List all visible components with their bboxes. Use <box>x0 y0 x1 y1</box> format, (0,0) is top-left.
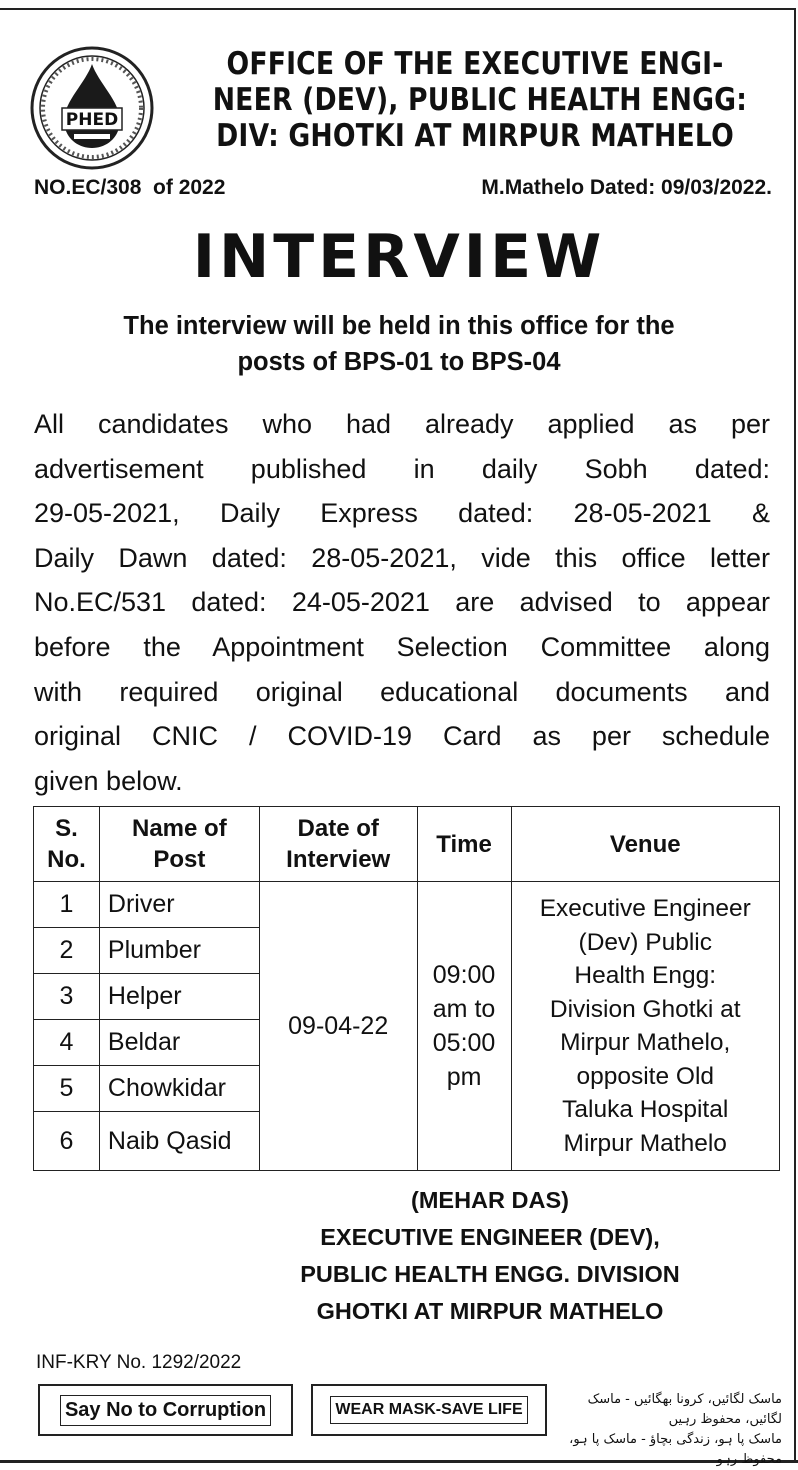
body-line: original CNIC / COVID-19 Card as per schedule <box>34 721 770 752</box>
subtitle-line: The interview will be held in this office for the <box>123 312 675 340</box>
slogan-corruption-box <box>38 1384 293 1436</box>
header-date: Date of Interview <box>259 807 417 882</box>
row-sno: 2 <box>34 928 100 974</box>
office-line: DIV: GHOTKI AT MIRPUR MATHELO <box>216 118 734 154</box>
signatory-line: PUBLIC HEALTH ENGG. DIVISION <box>300 1261 680 1287</box>
reference-number: NO.EC/308 of 2022 <box>34 176 226 199</box>
slogan-corruption: Say No to Corruption <box>60 1395 271 1426</box>
urdu-line: ماسک پا ہو، زندگی بچاؤ - ماسک پا ہو، محفوظ رہو <box>569 1432 782 1467</box>
subtitle <box>30 308 768 380</box>
row-post: Naib Qasid <box>99 1112 259 1171</box>
row-post: Beldar <box>99 1020 259 1066</box>
body-line: Daily Dawn dated: 28-05-2021, vide this office letter <box>34 542 770 573</box>
row-post: Chowkidar <box>99 1066 259 1112</box>
body-line: No.EC/531 dated: 24-05-2021 are advised to appear <box>34 587 770 618</box>
office-line: OFFICE OF THE EXECUTIVE ENGI- <box>226 46 724 82</box>
body-paragraph <box>34 402 770 803</box>
interview-date: 09-04-22 <box>259 882 417 1171</box>
body-line: advertisement published in daily Sobh dated: <box>34 453 770 484</box>
row-sno: 6 <box>34 1112 100 1171</box>
body-line: 29-05-2021, Daily Express dated: 28-05-2021 & <box>34 498 770 529</box>
row-post: Plumber <box>99 928 259 974</box>
slogan-mask: WEAR MASK-SAVE LIFE <box>330 1396 527 1424</box>
row-post: Helper <box>99 974 259 1020</box>
signatory-name: (MEHAR DAS) <box>411 1187 569 1213</box>
slogan-mask-box <box>311 1384 547 1436</box>
signatory-line: GHOTKI AT MIRPUR MATHELO <box>316 1298 664 1324</box>
header-time: Time <box>417 807 511 882</box>
schedule-table <box>33 806 780 1171</box>
letter-date: M.Mathelo Dated: 09/03/2022. <box>481 176 772 199</box>
header-sno: S. No. <box>34 807 100 882</box>
table-header-row <box>34 807 780 882</box>
body-line: All candidates who had already applied as per <box>34 409 770 439</box>
phed-logo <box>28 44 156 172</box>
row-sno: 4 <box>34 1020 100 1066</box>
logo-text: PHED <box>65 110 119 130</box>
interview-venue: Executive Engineer (Dev) Public Health Engg: Division Ghotki at Mirpur Mathelo, opposite Old Taluka Hospital Mirpur Mathelo <box>511 882 780 1171</box>
table-row <box>34 882 780 928</box>
body-line: given below. <box>34 765 183 796</box>
urdu-line: ماسک لگائیں، کرونا بھگائیں - ماسک لگائیں، محفوظ رہیں <box>587 1392 782 1427</box>
row-post: Driver <box>99 882 259 928</box>
interview-time: 09:00 am to 05:00 pm <box>417 882 511 1171</box>
urdu-slogan <box>552 1390 782 1470</box>
body-line: before the Appointment Selection Committee along <box>34 631 770 662</box>
row-sno: 5 <box>34 1066 100 1112</box>
header-venue: Venue <box>511 807 780 882</box>
signatory-line: EXECUTIVE ENGINEER (DEV), <box>320 1224 660 1250</box>
page-title: INTERVIEW <box>192 222 606 292</box>
office-title <box>212 46 748 154</box>
office-line: NEER (DEV), PUBLIC HEALTH ENGG: <box>212 82 748 118</box>
signature-block <box>230 1182 750 1330</box>
header-post: Name of Post <box>99 807 259 882</box>
row-sno: 1 <box>34 882 100 928</box>
row-sno: 3 <box>34 974 100 1020</box>
subtitle-line: posts of BPS-01 to BPS-04 <box>237 348 561 376</box>
body-line: with required original educational documents and <box>34 676 770 707</box>
inf-number: INF-KRY No. 1292/2022 <box>36 1352 242 1373</box>
